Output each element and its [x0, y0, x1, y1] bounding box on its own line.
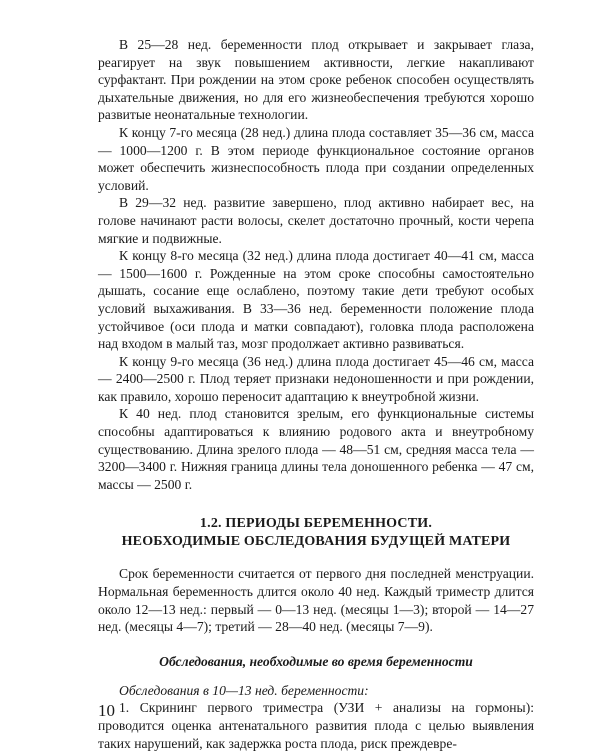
paragraph-month-9: К концу 9-го месяца (36 нед.) длина плода достигает 45—46 см, масса — 2400—2500 г. Плод теряет признаки недоношенности и при рождении, как правило, хорошо переносит адаптацию к внеутробной жизни.: [98, 353, 534, 404]
paragraph-month-8: К концу 8-го месяца (32 нед.) длина плода достигает 40—41 см, масса — 1500—1600 г. Рожденные на этом сроке способны самостоятельно дышать, сосание еще ослаблено, поэтому такие дети требуют особых условий выхаживания. В 33—36 нед. беременности положение плода устойчивое (оси плода и матки совпадают), головка плода расположена над входом в малый таз, мозг продолжает активно развиваться.: [98, 248, 534, 352]
screening-item-1: 1. Скрининг первого триместра (УЗИ + анализы на гормоны): проводится оценка антенатального развития плода с целью выявления таких нарушений, как задержка роста плода, риск преждевре-: [98, 700, 534, 751]
paragraph-40-weeks: К 40 нед. плод становится зрелым, его функциональные системы способны адаптироваться к влиянию родового акта и внеутробному существованию. Длина зрелого плода — 48—51 см, средняя масса тела — 3200—3400 г. Нижняя граница длины тела доношенного ребенка — 47 см, массы — 2500 г.: [98, 406, 534, 492]
section-heading: [98, 515, 534, 551]
section-heading-line-2: НЕОБХОДИМЫЕ ОБСЛЕДОВАНИЯ БУДУЩЕЙ МАТЕРИ: [121, 534, 511, 550]
page-body: [98, 36, 534, 752]
subsection-heading: Обследования, необходимые во время беременности: [159, 653, 473, 669]
paragraph-month-7: К концу 7-го месяца (28 нед.) длина плода составляет 35—36 см, масса — 1000—1200 г. В этом периоде функциональное состояние органов может обеспечить жизнеспособность плода при создании определенных условий.: [98, 124, 534, 193]
page-number: 10: [98, 701, 115, 720]
paragraph-29-32-weeks: В 29—32 нед. развитие завершено, плод активно набирает вес, на голове начинают расти волосы, скелет достаточно прочный, кости черепа мягкие и подвижные.: [98, 195, 534, 246]
subsection-lead: Обследования в 10—13 нед. беременности:: [119, 682, 369, 698]
paragraph-25-28-weeks: В 25—28 нед. беременности плод открывает и закрывает глаза, реагирует на звук повышением активности, легкие накапливают сурфактант. При рождении на этом сроке ребенок способен осуществлять дыхательные движения, но для его жизнеобеспечения требуются хорошо развитые неонатальные технологии.: [98, 37, 534, 123]
section-intro-paragraph: Срок беременности считается от первого дня последней менструации. Нормальная беременность длится около 40 нед. Каждый триместр длится около 12—13 нед.: первый — 0—13 нед. (месяцы 1—3); второй — 14—27 нед. (месяцы 4—7); третий — 28—40 нед. (месяцы 7—9).: [98, 566, 534, 635]
section-heading-line-1: 1.2. ПЕРИОДЫ БЕРЕМЕННОСТИ.: [199, 516, 433, 532]
